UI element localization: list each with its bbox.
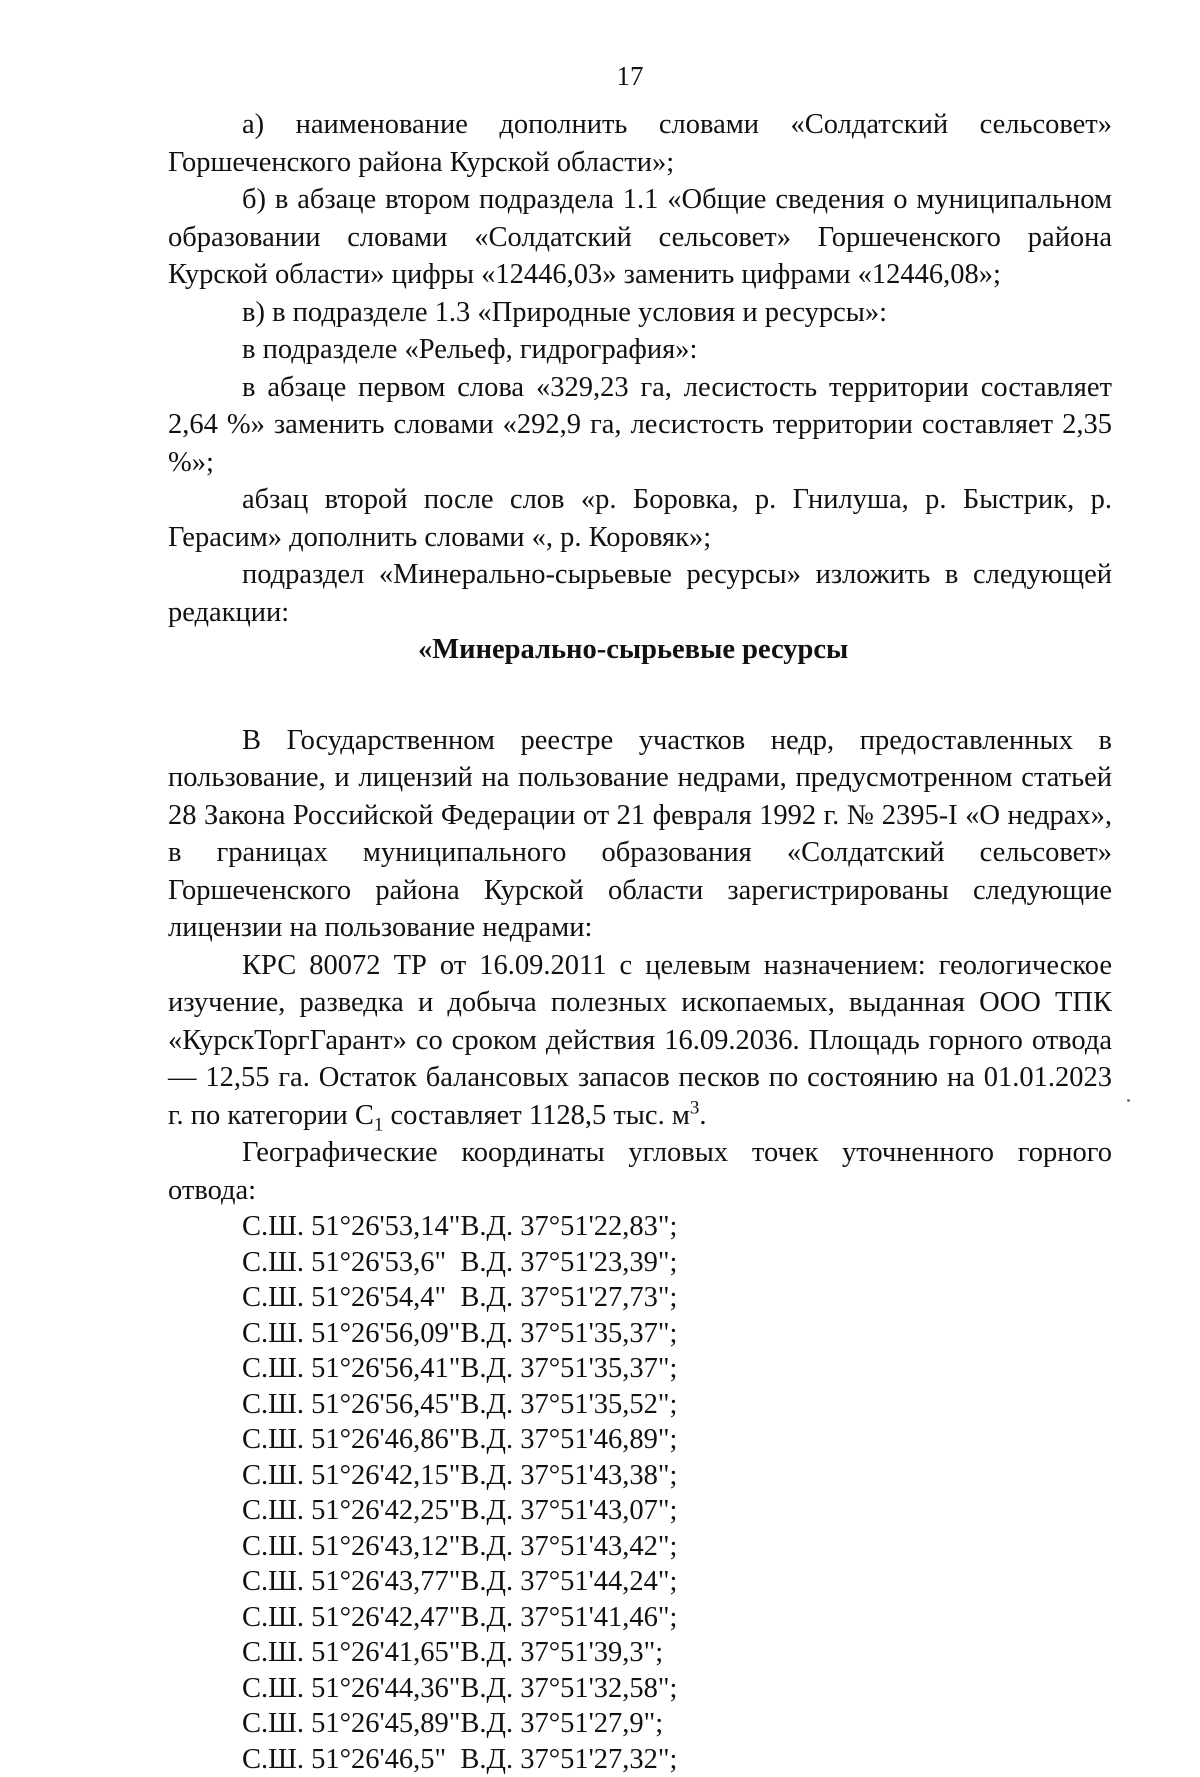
category-subscript: 1 — [374, 1114, 384, 1135]
coordinate-line: С.Ш. 51°26'53,14"В.Д. 37°51'22,83"; — [242, 1209, 1112, 1245]
paragraph-relief: в подразделе «Рельеф, гидрография»: — [168, 331, 1112, 369]
paragraph-a: а) наименование дополнить словами «Солдатский сельсовет» Горшеченского района Курской области»; — [168, 106, 1112, 181]
paragraph-coords-intro: Географические координаты угловых точек уточненного горного отвода: — [168, 1134, 1112, 1209]
paragraph-license — [168, 947, 1112, 1135]
page-number: 17 — [0, 60, 1200, 92]
coordinate-line: С.Ш. 51°26'56,41"В.Д. 37°51'35,37"; — [242, 1351, 1112, 1387]
coordinate-line: С.Ш. 51°26'54,4" В.Д. 37°51'27,73"; — [242, 1280, 1112, 1316]
coordinate-line: С.Ш. 51°26'43,77"В.Д. 37°51'44,24"; — [242, 1564, 1112, 1600]
coordinate-line: С.Ш. 51°26'42,47"В.Д. 37°51'41,46"; — [242, 1600, 1112, 1636]
coordinate-line: С.Ш. 51°26'56,09"В.Д. 37°51'35,37"; — [242, 1316, 1112, 1352]
coordinate-line: С.Ш. 51°26'56,45"В.Д. 37°51'35,52"; — [242, 1387, 1112, 1423]
coordinate-line: С.Ш. 51°26'42,25"В.Д. 37°51'43,07"; — [242, 1493, 1112, 1529]
paragraph-v: в) в подразделе 1.3 «Природные условия и ресурсы»: — [168, 294, 1112, 332]
paragraph-mineral-intro: подраздел «Минерально-сырьевые ресурсы» изложить в следующей редакции: — [168, 556, 1112, 631]
coordinate-line: С.Ш. 51°26'43,12"В.Д. 37°51'43,42"; — [242, 1529, 1112, 1565]
scan-speck — [1127, 1099, 1130, 1102]
license-text-tail: составляет 1128,5 тыс. м — [383, 1100, 689, 1131]
coordinate-line: С.Ш. 51°26'41,65"В.Д. 37°51'39,3"; — [242, 1635, 1112, 1671]
paragraph-b: б) в абзаце втором подраздела 1.1 «Общие сведения о муниципальном образовании словами «Солдатский сельсовет» Горшеченского района Курской области» цифры «12446,03» заменить цифрами «12446,08»; — [168, 181, 1112, 294]
coordinates-list — [168, 1209, 1112, 1777]
coordinate-line: С.Ш. 51°26'45,89"В.Д. 37°51'27,9"; — [242, 1706, 1112, 1742]
spacer — [168, 669, 1112, 722]
paragraph-second-abzac: абзац второй после слов «р. Боровка, р. Гнилуша, р. Быстрик, р. Герасим» дополнить словами «, р. Коровяк»; — [168, 481, 1112, 556]
license-text: КРС 80072 ТР от 16.09.2011 с целевым назначением: геологическое изучение, разведка и добыча полезных ископаемых, выданная ООО ТПК «КурскТоргГарант» со сроком действия 16.09.2036. Площадь горного отвода — 12,55 га. Остаток балансовых запасов песков по состоянию на 01.01.2023 г. по категории С — [168, 950, 1112, 1131]
coordinate-line: С.Ш. 51°26'44,36"В.Д. 37°51'32,58"; — [242, 1671, 1112, 1707]
coordinate-line: С.Ш. 51°26'42,15"В.Д. 37°51'43,38"; — [242, 1458, 1112, 1494]
coordinate-line: С.Ш. 51°26'53,6" В.Д. 37°51'23,39"; — [242, 1245, 1112, 1281]
paragraph-first-abzac: в абзаце первом слова «329,23 га, лесистость территории составляет 2,64 %» заменить словами «292,9 га, лесистость территории составляет 2,35 %»; — [168, 369, 1112, 482]
coordinate-line: С.Ш. 51°26'46,5" В.Д. 37°51'27,32"; — [242, 1742, 1112, 1777]
license-text-end: . — [699, 1100, 706, 1131]
section-heading: «Минерально-сырьевые ресурсы — [168, 631, 1112, 669]
paragraph-registry: В Государственном реестре участков недр, предоставленных в пользование, и лицензий на пользование недрами, предусмотренном статьей 28 Закона Российской Федерации от 21 февраля 1992 г. № 2395-I «О недрах», в границах муниципального образования «Солдатский сельсовет» Горшеченского района Курской области зарегистрированы следующие лицензии на пользование недрами: — [168, 722, 1112, 947]
document-body — [168, 106, 1112, 1777]
unit-superscript: 3 — [690, 1097, 700, 1118]
coordinate-line: С.Ш. 51°26'46,86"В.Д. 37°51'46,89"; — [242, 1422, 1112, 1458]
